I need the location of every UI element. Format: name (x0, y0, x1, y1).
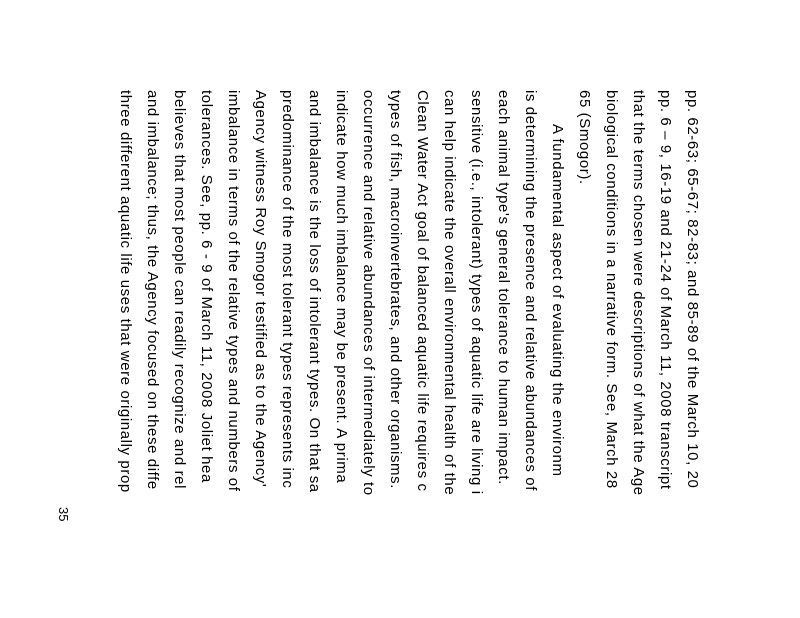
text-line-12: types of fish, macroinvertebrates, and other organisms. (387, 90, 404, 490)
text-line-20: believes that most people can readily recognize and rel (171, 90, 188, 490)
text-line-16: predominance of the most tolerant types represents inc (279, 90, 296, 489)
text-line-11: Clean Water Act goal of balanced aquatic life requires c (414, 90, 431, 492)
text-line-9: sensitive (i.e., intolerant) types of aquatic life are living i (468, 90, 485, 495)
text-line-8: each animal type's general tolerance to human impact. (495, 90, 512, 485)
page-number: 35 (56, 507, 71, 522)
text-line-2: pp. 6 – 9, 16-19 and 21-24 of March 11, 2008 transcript (657, 90, 674, 490)
text-line-10: can help indicate the overall environmental health of the (441, 90, 458, 496)
text-line-19: tolerances. See, pp. 6 - 9 of March 11, 2008 Joliet hea (198, 90, 215, 483)
text-line-3: that the terms chosen were descriptions of what the Age (630, 90, 647, 496)
text-line-4: biological conditions in a narrative form. See, March 28 (603, 90, 620, 489)
text-line-15: and imbalance is the loss of intolerant types. On that sa (306, 90, 323, 493)
paragraph-start-line: A fundamental aspect of evaluating the environm (549, 124, 566, 477)
text-line-7: is determining the presence and relative abundances of (522, 90, 539, 491)
text-line-21: and imbalance; thus, the Agency focused on these diffe (144, 90, 161, 490)
text-line-5: 65 (Smogor). (576, 90, 593, 185)
text-line-22: three different aquatic life uses that were originally prop (117, 90, 134, 493)
text-line-1: pp. 62-63; 65-67; 82-83; and 85-89 of the March 10, 20 (684, 90, 701, 489)
text-line-13: occurrence and relative abundances of intermediately to (360, 90, 377, 496)
text-line-14: indicate how much imbalance may be present. A prima (333, 90, 350, 484)
text-line-18: imbalance in terms of the relative types and numbers of (225, 90, 242, 492)
text-line-17: Agency witness Roy Smogor testified as to the Agency' (252, 90, 269, 488)
